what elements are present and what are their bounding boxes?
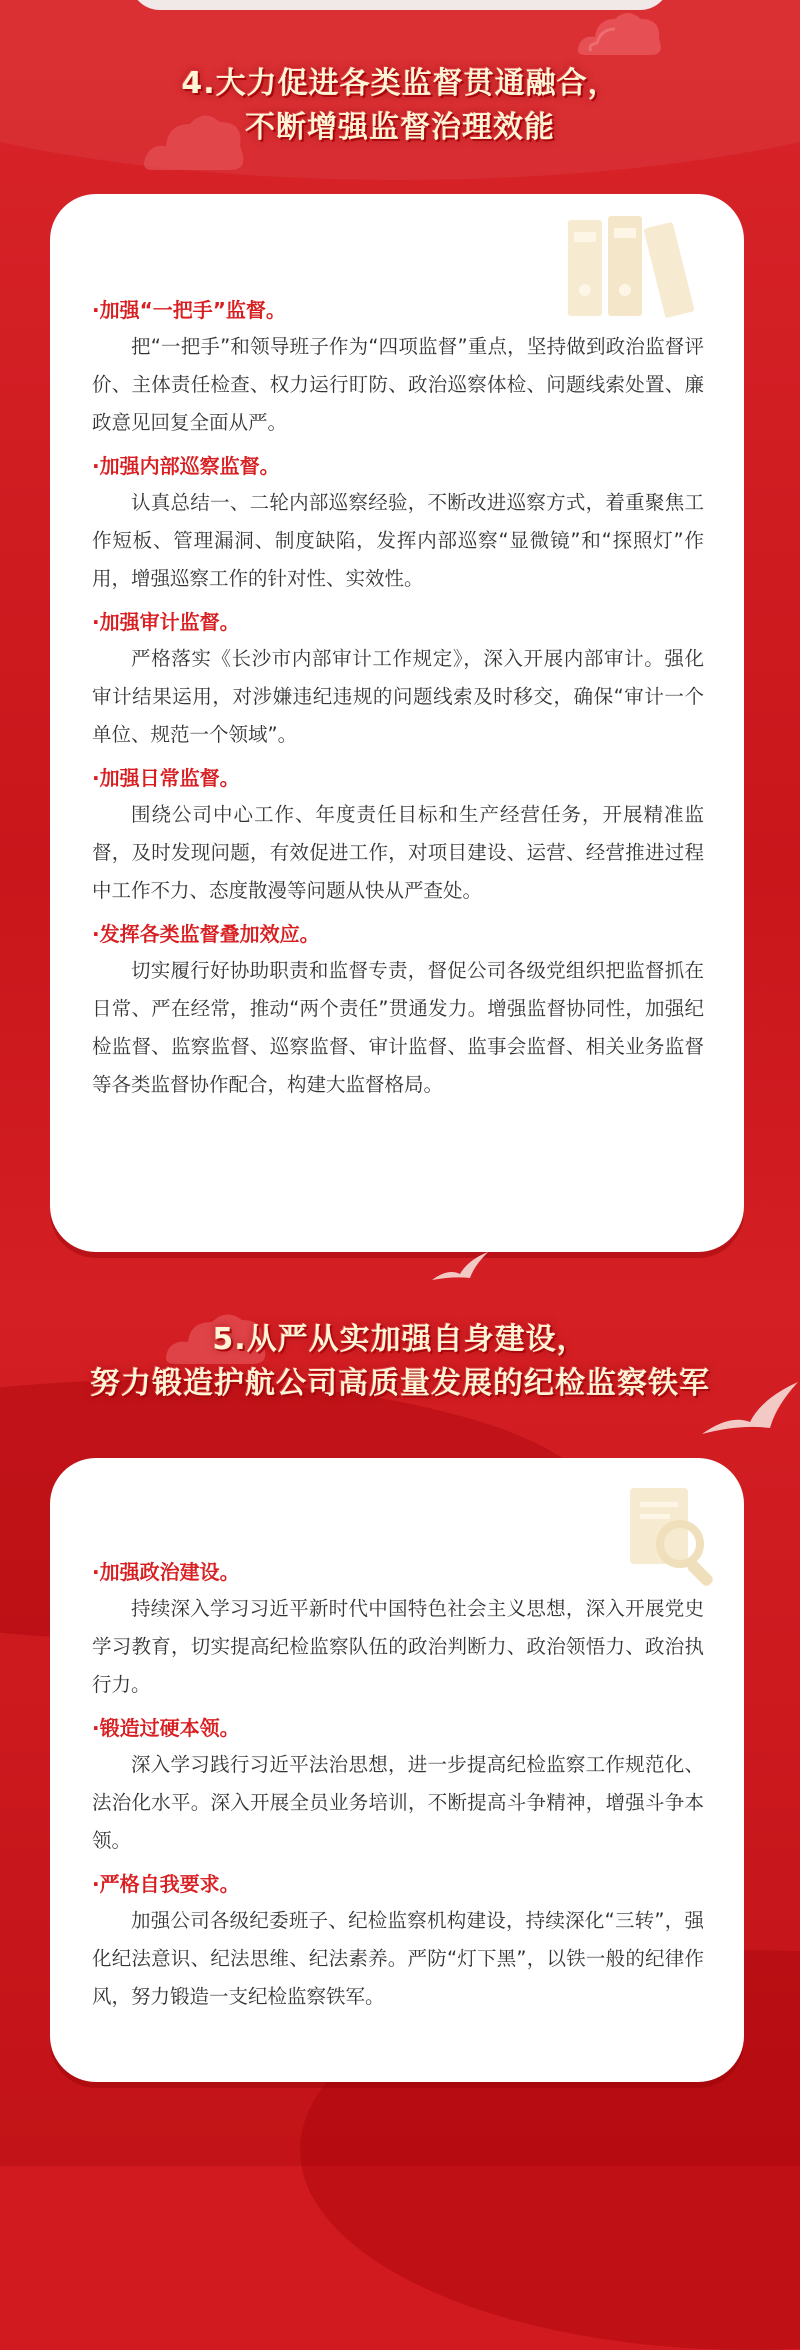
item-heading: ·锻造过硬本领。 xyxy=(92,1716,240,1740)
section-4-items xyxy=(92,292,704,1110)
item-body: 把“一把手”和领导班子作为“四项监督”重点，坚持做到政治监督评价、主体责任检查、权力运行盯防、政治巡察体检、问题线索处置、廉政意见回复全面从严。 xyxy=(92,335,704,434)
section-5-title xyxy=(0,1318,800,1406)
section-4-title-line-2: 不断增强监督治理效能 xyxy=(245,110,555,145)
section-4-card xyxy=(50,194,744,1252)
list-item xyxy=(92,760,704,910)
item-heading: ·加强审计监督。 xyxy=(92,610,240,634)
item-heading: ·严格自我要求。 xyxy=(92,1872,240,1896)
item-body: 切实履行好协助职责和监督专责，督促公司各级党组织把监督抓在日常、严在经常，推动“两个责任”贯通发力。增强监督协同性，加强纪检监督、监察监督、巡察监督、审计监督、监事会监督、相关业务监督等各类监督协作配合，构建大监督格局。 xyxy=(92,959,704,1096)
item-body: 持续深入学习习近平新时代中国特色社会主义思想，深入开展党史学习教育，切实提高纪检监察队伍的政治判断力、政治领悟力、政治执行力。 xyxy=(92,1597,704,1696)
item-heading: ·加强内部巡察监督。 xyxy=(92,454,280,478)
item-heading: ·加强“一把手”监督。 xyxy=(92,298,286,322)
list-item xyxy=(92,604,704,754)
item-heading: ·加强日常监督。 xyxy=(92,766,240,790)
bird-icon xyxy=(430,1250,490,1290)
section-4-title-line-1: 4.大力促进各类监督贯通融合， xyxy=(181,66,619,101)
section-5-title-line-1: 5.从严从实加强自身建设， xyxy=(212,1322,588,1357)
section-5-items xyxy=(92,1554,704,2022)
cloud-icon xyxy=(575,5,665,65)
section-5-title-line-2: 努力锻造护航公司高质量发展的纪检监察铁军 xyxy=(90,1366,710,1401)
list-item xyxy=(92,1710,704,1860)
section-5-card xyxy=(50,1458,744,2082)
list-item xyxy=(92,1866,704,2016)
list-item xyxy=(92,916,704,1104)
list-item xyxy=(92,292,704,442)
item-heading: ·发挥各类监督叠加效应。 xyxy=(92,922,320,946)
list-item xyxy=(92,1554,704,1704)
item-body: 认真总结一、二轮内部巡察经验，不断改进巡察方式，着重聚焦工作短板、管理漏洞、制度缺陷，发挥内部巡察“显微镜”和“探照灯”作用，增强巡察工作的针对性、实效性。 xyxy=(92,491,704,590)
list-item xyxy=(92,448,704,598)
item-heading: ·加强政治建设。 xyxy=(92,1560,240,1584)
section-4-title xyxy=(0,62,800,150)
item-body: 围绕公司中心工作、年度责任目标和生产经营任务，开展精准监督，及时发现问题，有效促进工作，对项目建设、运营、经营推进过程中工作不力、态度散漫等问题从快从严查处。 xyxy=(92,803,704,902)
item-body: 加强公司各级纪委班子、纪检监察机构建设，持续深化“三转”，强化纪法意识、纪法思维、纪法素养。严防“灯下黑”，以铁一般的纪律作风，努力锻造一支纪检监察铁军。 xyxy=(92,1909,704,2008)
item-body: 严格落实《长沙市内部审计工作规定》，深入开展内部审计。强化审计结果运用，对涉嫌违纪违规的问题线索及时移交，确保“审计一个单位、规范一个领域”。 xyxy=(92,647,704,746)
item-body: 深入学习践行习近平法治思想，进一步提高纪检监察工作规范化、法治化水平。深入开展全员业务培训，不断提高斗争精神，增强斗争本领。 xyxy=(92,1753,704,1852)
